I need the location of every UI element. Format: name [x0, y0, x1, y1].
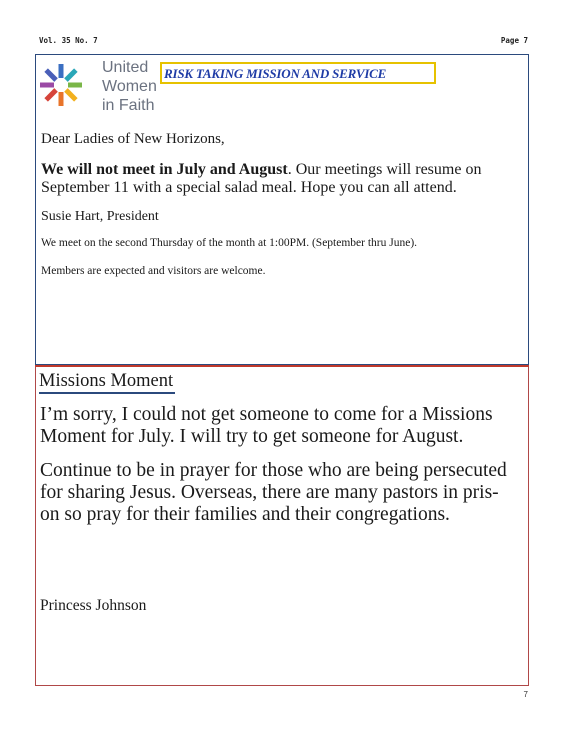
umw-logo [39, 58, 162, 114]
missions-paragraph-line: I’m sorry, I could not get someone to come for a Missions [40, 404, 493, 425]
logo-line: Women [102, 78, 157, 95]
banner-title: RISK TAKING MISSION AND SERVICE [160, 62, 436, 84]
schedule-text: We meet on the second Thursday of the month at 1:00PM. (September thru June). [41, 237, 418, 249]
missions-signature: Princess Johnson [40, 597, 147, 614]
notice-line-2: September 11 with a special salad meal. Hope you can all attend. [41, 179, 457, 196]
logo-line: in Faith [102, 97, 155, 114]
greeting: Dear Ladies of New Horizons, [41, 131, 225, 147]
missions-box [35, 365, 529, 686]
president-signature: Susie Hart, President [41, 209, 159, 224]
missions-paragraph-line: Continue to be in prayer for those who are being persecuted [40, 460, 507, 481]
logo-wordmark [102, 58, 157, 115]
notice-line-1 [41, 161, 481, 179]
letter-box [35, 54, 529, 365]
missions-title: Missions Moment [39, 370, 175, 394]
missions-paragraph-line: for sharing Jesus. Overseas, there are many pastors in pris- [40, 482, 499, 503]
volume-label: Vol. 35 No. 7 [39, 36, 98, 45]
missions-paragraph-line: Moment for July. I will try to get someone for August. [40, 426, 464, 447]
missions-paragraph-line: on so pray for their families and their congregations. [40, 504, 450, 525]
page-number: 7 [523, 690, 528, 699]
logo-line: United [102, 59, 149, 76]
notice-bold: We will not meet in July and August [41, 161, 288, 178]
members-text: Members are expected and visitors are welcome. [41, 265, 266, 277]
notice-rest: . Our meetings will resume on [287, 161, 482, 178]
page-label: Page 7 [500, 36, 528, 45]
cross-flame-icon [39, 58, 85, 112]
